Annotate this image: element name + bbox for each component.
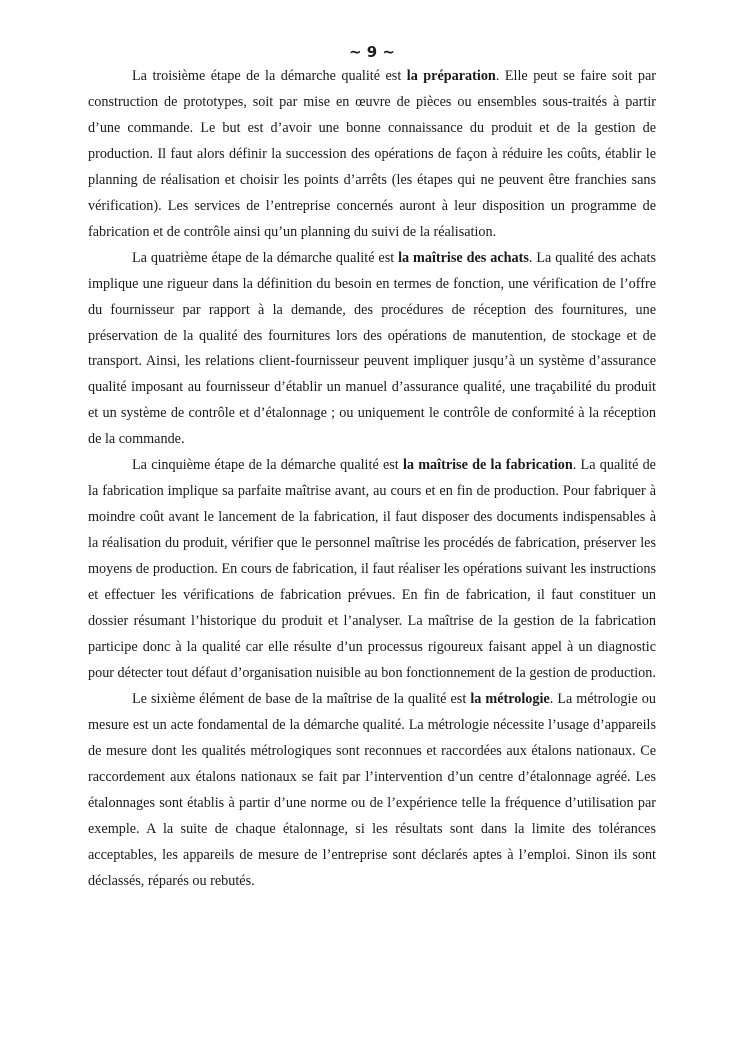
document-page (88, 42, 656, 895)
paragraph-text: La cinquième étape de la démarche qualité est (132, 457, 403, 474)
bold-term-preparation: la préparation (406, 68, 496, 84)
paragraph-preparation (88, 64, 656, 246)
bold-term-fabrication: la maîtrise de la fabrication (402, 457, 573, 474)
paragraph-text: . La qualité de la fabrication implique sa parfaite maîtrise avant, au cours et en fin de production. Pour fabriquer à moindre coût avant le lancement de la fabrication, il faut disposer des documents indispensables à la réalisation du produit, vérifier que le personnel maîtrise les procédés de fabrication, préserver les moyens de production. En cours de fabrication, il faut réaliser les opérations suivant les instructions et effectuer les vérifications de fabrication prévues. En fin de fabrication, il faut constituer un dossier résumant l’historique du produit et l’analyser. La maîtrise de la gestion de la fabrication participe donc à la qualité car elle résulte d’un processus rigoureux faisant appel à un diagnostic pour détecter tout défaut d’organisation nuisible au bon fonctionnement de la gestion de production. (88, 457, 656, 681)
paragraph-fabrication (88, 453, 656, 687)
paragraph-text: La quatrième étape de la démarche qualité est (132, 249, 399, 266)
bold-term-metrologie: la métrologie (470, 690, 550, 707)
page-number: ~ 9 ~ (348, 43, 396, 61)
paragraph-achats (88, 246, 656, 454)
paragraph-text: . La métrologie ou mesure est un acte fondamental de la démarche qualité. La métrologie nécessite l’usage d’appareils de mesure dont les qualités métrologiques sont reconnues et raccordées aux étalons nationaux. Ce raccordement aux étalons nationaux se fait par l’intervention d’un centre d’étalonnage agréé. Les étalonnages sont établis à partir d’une norme ou de l’expérience telle la fréquence d’utilisation par exemple. A la suite de chaque étalonnage, si les résultats sont dans la limite des tolérances acceptables, les appareils de mesure de l’entreprise sont déclarés aptes à l’emploi. Sinon ils sont déclassés, réparés ou rebutés. (88, 690, 656, 889)
paragraph-text: Le sixième élément de base de la maîtrise de la qualité est (132, 690, 471, 707)
bold-term-achats: la maîtrise des achats (398, 249, 529, 266)
paragraph-text: . Elle peut se faire soit par construction de prototypes, soit par mise en œuvre de pièces ou ensembles sous-traités à partir d’une commande. Le but est d’avoir une bonne connaissance du produit et de la gestion de production. Il faut alors définir la succession des opérations de façon à réduire les coûts, établir le planning de réalisation et choisir les points d’arrêts (les étapes qui ne peuvent être franchies sans vérification). Les services de l’entreprise concernés auront à leur disposition un programme de fabrication et de contrôle ainsi qu’un planning du suivi de la réalisation. (88, 68, 656, 240)
paragraph-text: . La qualité des achats implique une rigueur dans la définition du besoin en termes de fonction, une vérification de l’offre du fournisseur par rapport à la demande, des procédures de réception des fournitures, une préservation de la qualité des fournitures lors des opérations de manutention, de stockage et de transport. Ainsi, les relations client-fournisseur peuvent impliquer jusqu’à un système d’assurance qualité imposant au fournisseur d’établir un manuel d’assurance qualité, une traçabilité du produit et un système de contrôle et d’étalonnage ; ou uniquement le contrôle de conformité à la réception de la commande. (88, 249, 657, 448)
paragraph-text: La troisième étape de la démarche qualité est (132, 68, 407, 84)
paragraph-metrologie (88, 687, 656, 895)
